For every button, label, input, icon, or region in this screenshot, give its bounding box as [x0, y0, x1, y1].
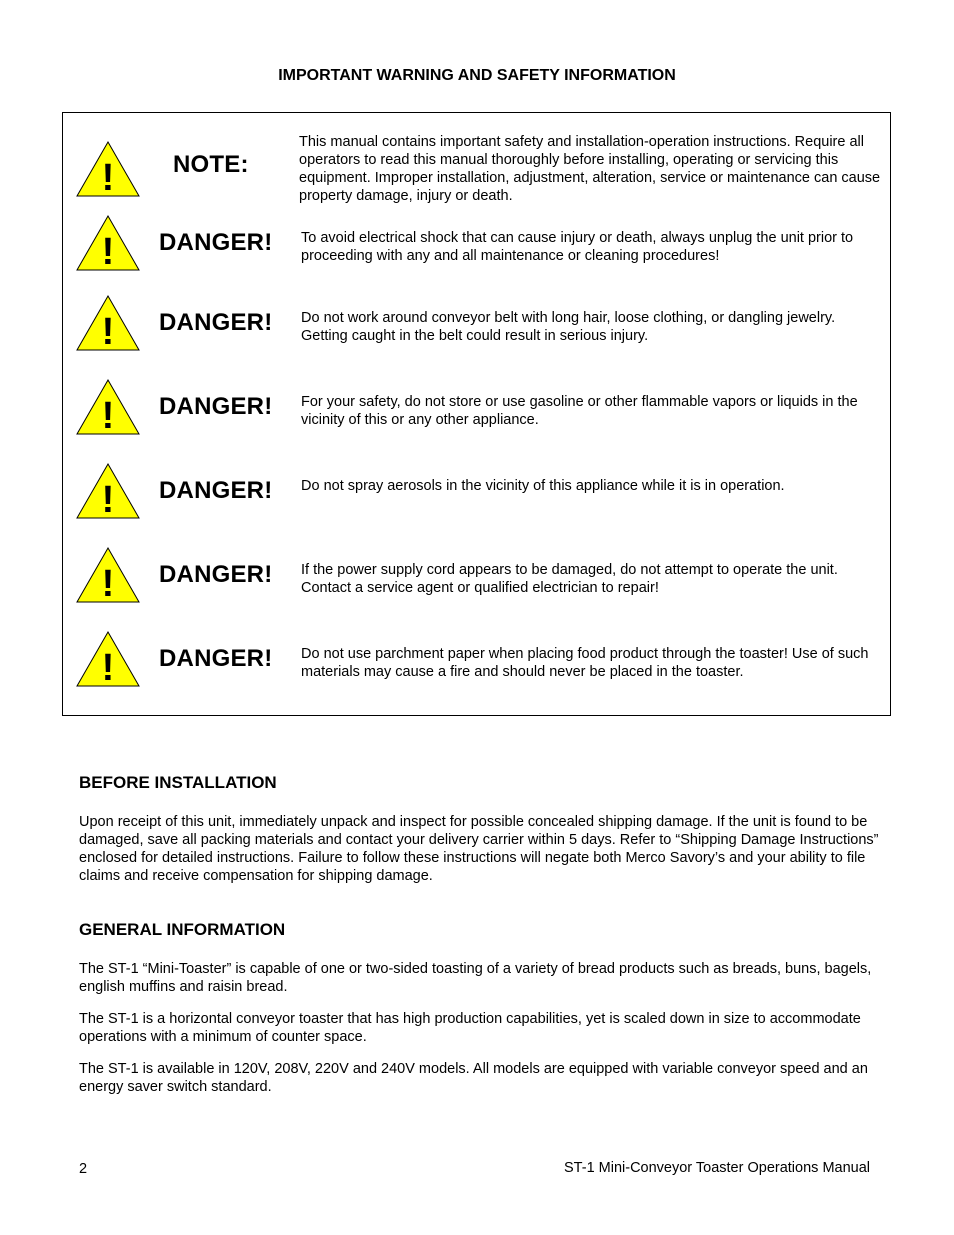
warning-triangle-icon: [76, 295, 140, 351]
danger-text: If the power supply cord appears to be damaged, do not attempt to operate the unit. Contact a service agent or qualified electrician to repair!: [301, 562, 838, 596]
note-label: NOTE:: [173, 151, 249, 178]
general-info-paragraph: The ST-1 is available in 120V, 208V, 220V and 240V models. All models are equipped with variable conveyor speed and an energy saver switch standard.: [79, 1061, 868, 1095]
danger-text: Do not use parchment paper when placing food product through the toaster! Use of such materials may cause a fire and should never be placed in the toaster.: [301, 646, 869, 680]
warning-triangle-icon: [76, 547, 140, 603]
warning-triangle-icon: [76, 379, 140, 435]
svg-text:!: !: [101, 157, 115, 197]
warning-row-danger: [63, 631, 890, 711]
warning-row-danger: [63, 463, 890, 543]
danger-label: DANGER!: [159, 645, 273, 672]
warning-row-danger: [63, 547, 890, 627]
warning-triangle-icon: [76, 631, 140, 687]
page-number: 2: [79, 1161, 88, 1177]
general-info-paragraph: The ST-1 is a horizontal conveyor toaster that has high production capabilities, yet is scaled down in size to accommodate operations with a minimum of counter space.: [79, 1011, 861, 1045]
svg-text:!: !: [101, 231, 115, 271]
warning-row-note: [63, 133, 890, 213]
danger-label: DANGER!: [159, 229, 273, 256]
warning-row-danger: [63, 215, 890, 295]
danger-label: DANGER!: [159, 561, 273, 588]
svg-text:!: !: [101, 563, 115, 603]
danger-label: DANGER!: [159, 393, 273, 420]
danger-text: Do not spray aerosols in the vicinity of this appliance while it is in operation.: [301, 478, 785, 494]
manual-title: ST-1 Mini-Conveyor Toaster Operations Manual: [564, 1160, 870, 1176]
danger-text: Do not work around conveyor belt with long hair, loose clothing, or dangling jewelry. Getting caught in the belt could result in serious injury.: [301, 310, 836, 344]
general-information-heading: GENERAL INFORMATION: [79, 920, 286, 939]
warning-row-danger: [63, 295, 890, 375]
danger-label: DANGER!: [159, 477, 273, 504]
danger-text: To avoid electrical shock that can cause injury or death, always unplug the unit prior to proceeding with any and all maintenance or cleaning procedures!: [301, 230, 854, 264]
danger-text: For your safety, do not store or use gasoline or other flammable vapors or liquids in the vicinity of this or any other appliance.: [301, 394, 858, 428]
svg-text:!: !: [101, 395, 115, 435]
warning-row-danger: [63, 379, 890, 459]
note-text: This manual contains important safety and installation-operation instructions. Require all operators to read this manual thoroughly before installing, operating or servicing this equipment. Improper installation, adjustment, alteration, service or maintenance can cause property damage, injury or death.: [299, 134, 881, 204]
svg-text:!: !: [101, 311, 115, 351]
general-info-paragraph: The ST-1 “Mini-Toaster” is capable of one or two-sided toasting of a variety of bread products such as breads, buns, bagels, english muffins and raisin bread.: [79, 961, 872, 995]
svg-text:!: !: [101, 647, 115, 687]
before-installation-heading: BEFORE INSTALLATION: [79, 773, 277, 792]
svg-text:!: !: [101, 479, 115, 519]
page-title: IMPORTANT WARNING AND SAFETY INFORMATION: [278, 67, 676, 84]
warning-triangle-icon: [76, 141, 140, 197]
warning-triangle-icon: [76, 463, 140, 519]
before-installation-text: Upon receipt of this unit, immediately unpack and inspect for possible concealed shipping damage. If the unit is found to be damaged, save all packing materials and contact your delivery carrier within 5 days. Refer to “Shipping Damage Instructions” enclosed for detailed instructions. Failure to follow these instructions will negate both Merco Savory’s and your ability to file claims and receive compensation for shipping damage.: [79, 814, 879, 884]
danger-label: DANGER!: [159, 309, 273, 336]
warning-triangle-icon: [76, 215, 140, 271]
warning-box: [62, 112, 891, 716]
